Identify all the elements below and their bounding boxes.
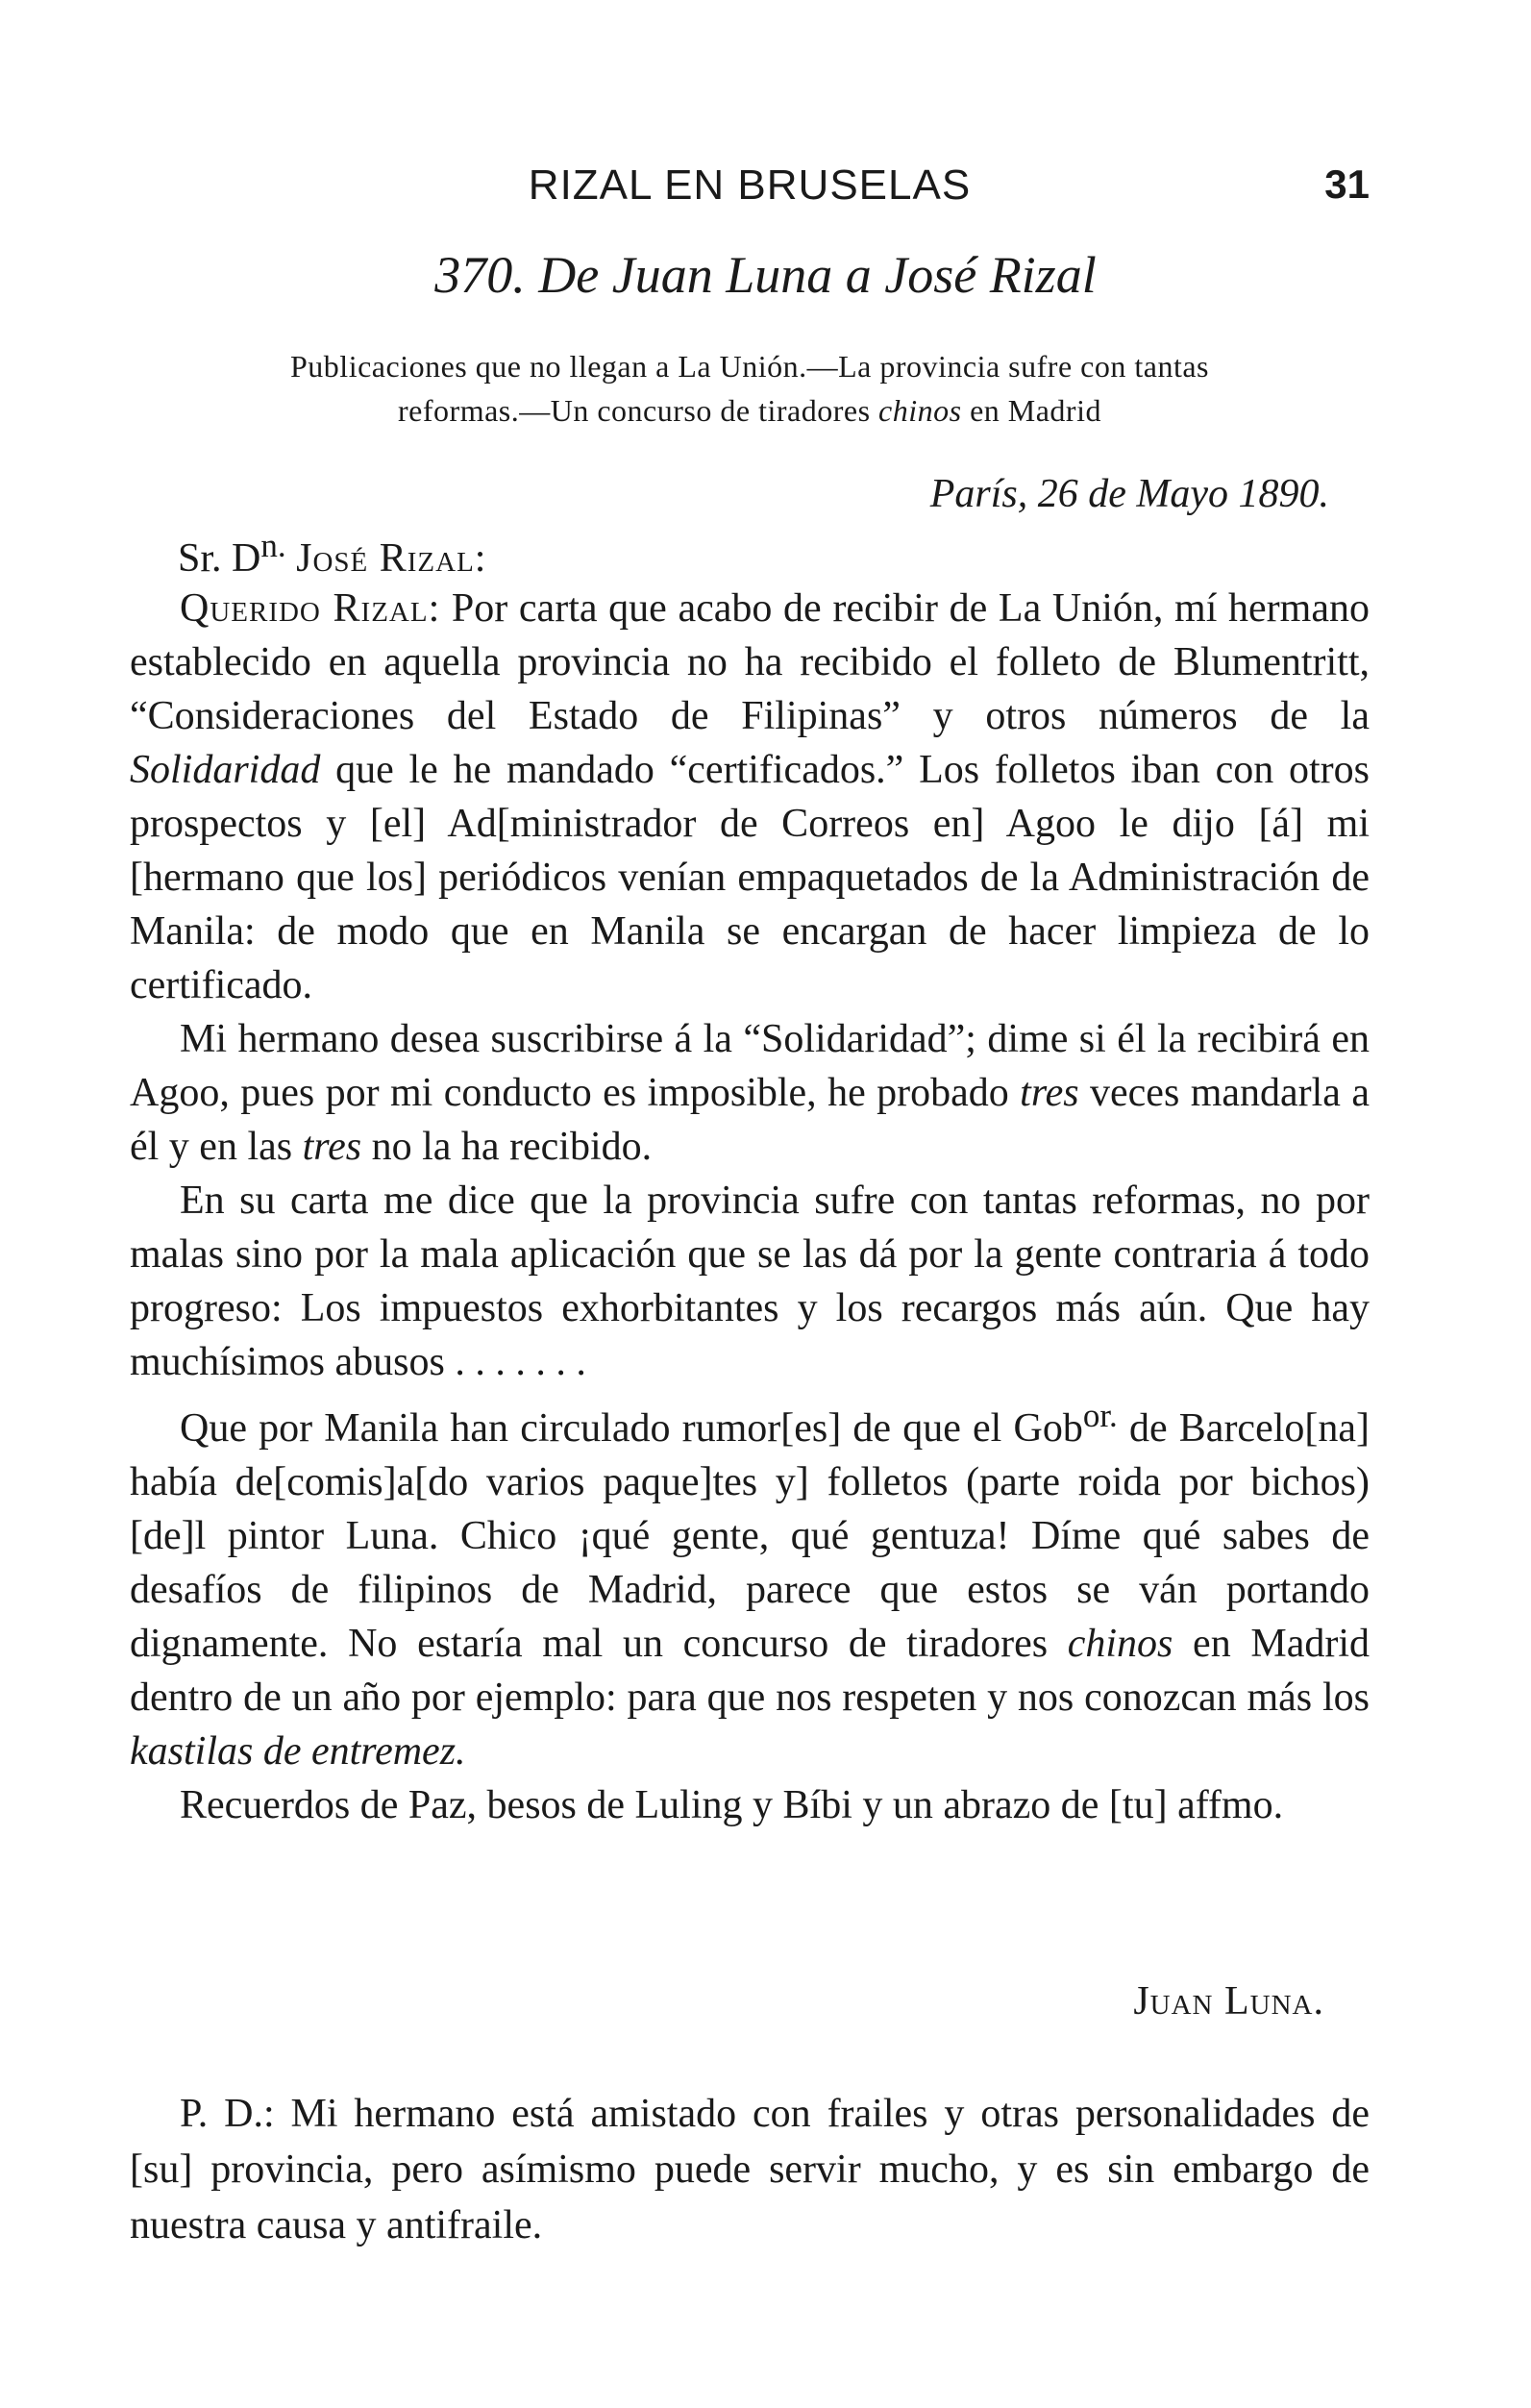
paragraph-text: Que por Manila han circulado rumor[es] de que el Gob — [180, 1406, 1083, 1451]
opening-address: Querido Rizal: — [180, 586, 441, 631]
paragraph-4 — [130, 1389, 1370, 1778]
paragraph-text: que le he mandado “certificados.” Los folletos iban con otros prospectos y [el] Ad[ministrador de Correos en] Agoo le dijo [á] mi [hermano que los] periódicos venían empaquetados de la Administración de Manila: de modo que en Manila se encargan de hacer limpieza de lo certificado. — [130, 748, 1370, 1007]
paragraph-italic: Solidaridad — [130, 748, 321, 792]
postscript — [130, 2086, 1370, 2253]
paragraph-italic: tres — [1020, 1071, 1079, 1115]
summary-italic: chinos — [878, 393, 962, 428]
paragraph-italic: chinos — [1067, 1622, 1173, 1666]
paragraph-text: no la ha recibido. — [361, 1125, 653, 1169]
page-number: 31 — [1324, 161, 1370, 207]
page-header — [130, 161, 1370, 219]
paragraph-italic: kastilas de entremez. — [130, 1729, 466, 1774]
summary-line-1: Publicaciones que no llegan a La Unión.—La provincia sufre con tantas — [290, 349, 1209, 384]
letter-body — [130, 582, 1370, 1832]
paragraph-text: Mi hermano desea suscribirse á la “Solidaridad”; dime si él la recibirá en Agoo, pues por mi conducto es imposible, he probado — [130, 1017, 1370, 1115]
letter-title — [0, 245, 1531, 305]
paragraph-text: en Madrid dentro de un año por ejemplo: para que nos respeten y nos conozcan más los — [130, 1622, 1370, 1720]
summary-line-2 — [130, 388, 1370, 433]
summary-text: reformas.—Un concurso de tiradores — [398, 393, 879, 428]
signature: Juan Luna. — [1133, 1979, 1324, 2023]
letter-title-text: De Juan Luna a José Rizal — [538, 246, 1097, 304]
paragraph-text: Por carta que acabo de recibir de La Unión, mí hermano establecido en aquella provincia no ha recibido el folleto de Blumentritt, “Consideraciones del Estado de Filipinas” y otros números de la — [130, 586, 1370, 738]
paragraph-text: de Barcelo[na] había de[comis]a[do varios paque]tes y] folletos (parte roida por bichos) [de]l pintor Luna. Chico ¡qué gente, qué gentuza! Díme qué sabes de desafíos de filipinos de Madrid, parece que estos se ván portando dignamente. No estaría mal un concurso de tiradores — [130, 1406, 1370, 1666]
salutation — [178, 527, 486, 582]
paragraph-sup: or. — [1082, 1397, 1118, 1434]
letter-summary — [130, 344, 1370, 433]
summary-text-end: en Madrid — [961, 393, 1101, 428]
dateline: París, 26 de Mayo 1890. — [929, 472, 1329, 516]
paragraph-5: Recuerdos de Paz, besos de Luling y Bíbi y un abrazo de [tu] affmo. — [180, 1783, 1284, 1827]
paragraph-3: En su carta me dice que la provincia sufre con tantas reformas, no por malas sino por la mala aplicación que se las dá por la gente contraria á todo progreso: Los impuestos exhorbitantes y los recargos más aún. Que hay muchísimos abusos . . . . . . . — [130, 1179, 1370, 1384]
salutation-sup: n. — [260, 527, 286, 564]
paragraph-text: veces mandarla a él y en las — [130, 1071, 1370, 1169]
salutation-title: Sr. D — [178, 536, 261, 581]
salutation-name: José Rizal: — [296, 536, 487, 581]
paragraph-italic: tres — [302, 1125, 362, 1169]
postscript-text: P. D.: Mi hermano está amistado con frailes y otras personalidades de [su] provincia, pero asímismo puede servir mucho, y es sin embargo de nuestra causa y antifraile. — [130, 2092, 1370, 2247]
letter-number: 370. — [434, 246, 526, 304]
paragraph-2 — [130, 1012, 1370, 1174]
running-title: RIZAL EN BRUSELAS — [528, 161, 972, 209]
paragraph-1 — [130, 582, 1370, 1012]
